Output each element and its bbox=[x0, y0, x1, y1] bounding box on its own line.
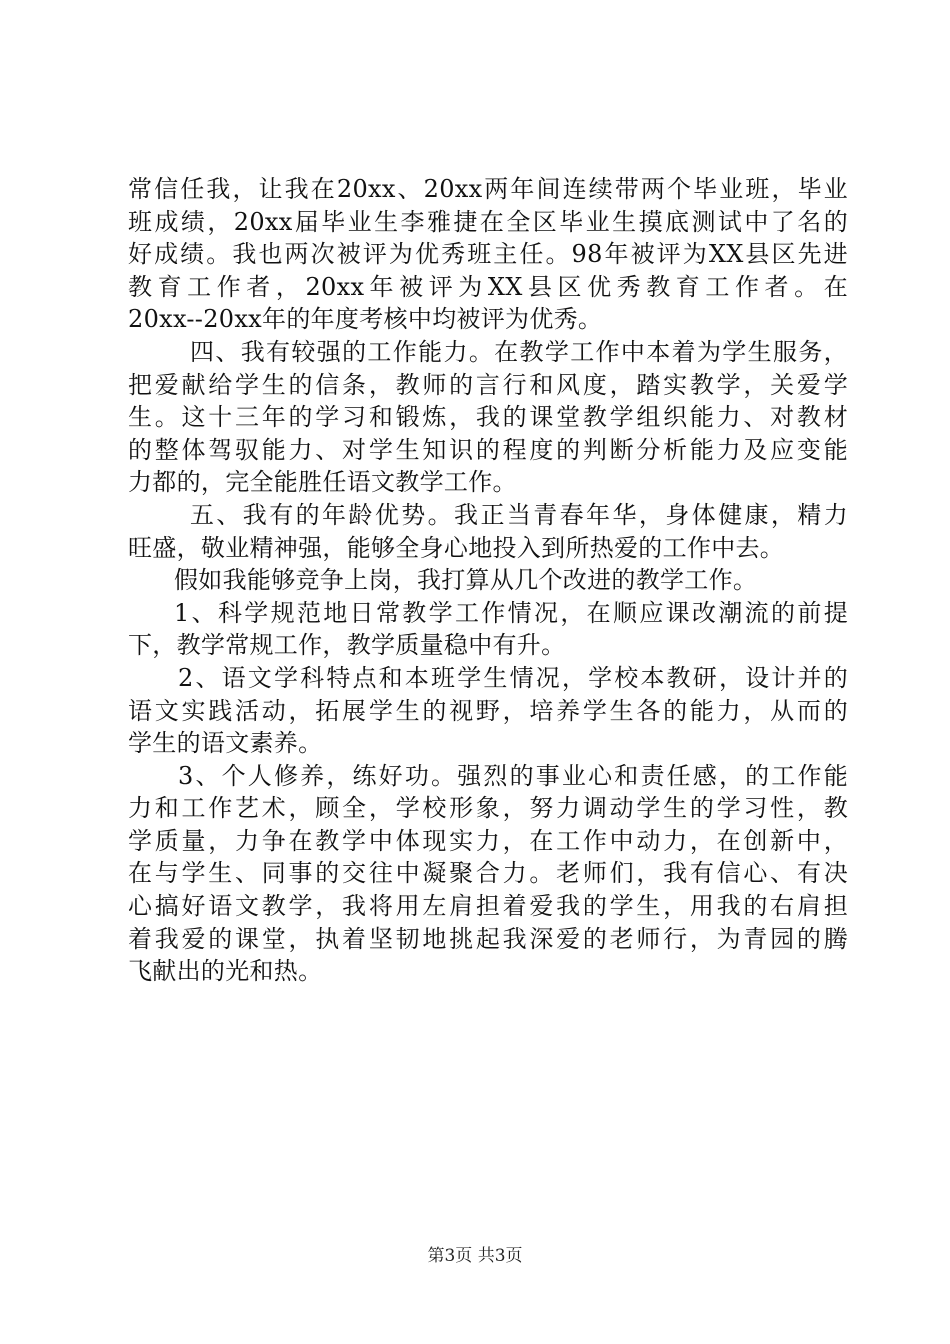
text-line: 生。这十三年的学习和锻炼，我的课堂教学组织能力、对教材 bbox=[128, 403, 848, 432]
text-line: 把爱献给学生的信条，教师的言行和风度，踏实教学，关爱学 bbox=[128, 370, 848, 399]
body-text bbox=[128, 173, 848, 988]
text-line: 学质量，力争在教学中体现实力，在工作中动力，在创新中， bbox=[128, 826, 848, 855]
text-line: 语文实践活动，拓展学生的视野，培养学生各的能力，从而的 bbox=[128, 696, 848, 725]
text-line: 着我爱的课堂，执着坚韧地挑起我深爱的老师行，为青园的腾 bbox=[128, 924, 848, 953]
text-line: 四、我有较强的工作能力。在教学工作中本着为学生服务， bbox=[190, 337, 848, 366]
text-line: 力和工作艺术，顾全，学校形象，努力调动学生的学习性，教 bbox=[128, 794, 848, 823]
text-line: 旺盛，敬业精神强，能够全身心地投入到所热爱的工作中去。 bbox=[128, 533, 785, 562]
text-line: 教育工作者，20xx年被评为XX县区优秀教育工作者。在 bbox=[128, 272, 848, 301]
text-line: 的整体驾驭能力、对学生知识的程度的判断分析能力及应变能 bbox=[128, 435, 848, 464]
text-line: 1、科学规范地日常教学工作情况，在顺应课改潮流的前提 bbox=[174, 598, 848, 627]
text-line: 班成绩，20xx届毕业生李雅捷在全区毕业生摸底测试中了名的 bbox=[128, 207, 848, 236]
text-line: 好成绩。我也两次被评为优秀班主任。98年被评为XX县区先进 bbox=[128, 240, 848, 269]
text-line: 20xx--20xx年的年度考核中均被评为优秀。 bbox=[128, 305, 603, 334]
text-line: 在与学生、同事的交往中凝聚合力。老师们，我有信心、有决 bbox=[128, 859, 848, 888]
text-line: 常信任我，让我在20xx、20xx两年间连续带两个毕业班，毕业 bbox=[128, 175, 848, 203]
text-line: 假如我能够竞争上岗，我打算从几个改进的教学工作。 bbox=[174, 566, 758, 595]
text-line: 力都的，完全能胜任语文教学工作。 bbox=[128, 468, 517, 497]
text-line: 心搞好语文教学，我将用左肩担着爱我的学生，用我的右肩担 bbox=[128, 892, 848, 921]
text-line: 下，教学常规工作，教学质量稳中有升。 bbox=[128, 631, 566, 660]
text-line: 2、语文学科特点和本班学生情况，学校本教研，设计并的 bbox=[178, 663, 848, 692]
text-line: 飞献出的光和热。 bbox=[128, 957, 323, 986]
text-line: 学生的语文素养。 bbox=[128, 729, 323, 758]
text-line: 五、我有的年龄优势。我正当青春年华，身体健康，精力 bbox=[190, 500, 848, 529]
text-line: 3、个人修养，练好功。强烈的事业心和责任感，的工作能 bbox=[178, 761, 848, 790]
page-footer: 第3页 共3页 bbox=[427, 1246, 523, 1266]
